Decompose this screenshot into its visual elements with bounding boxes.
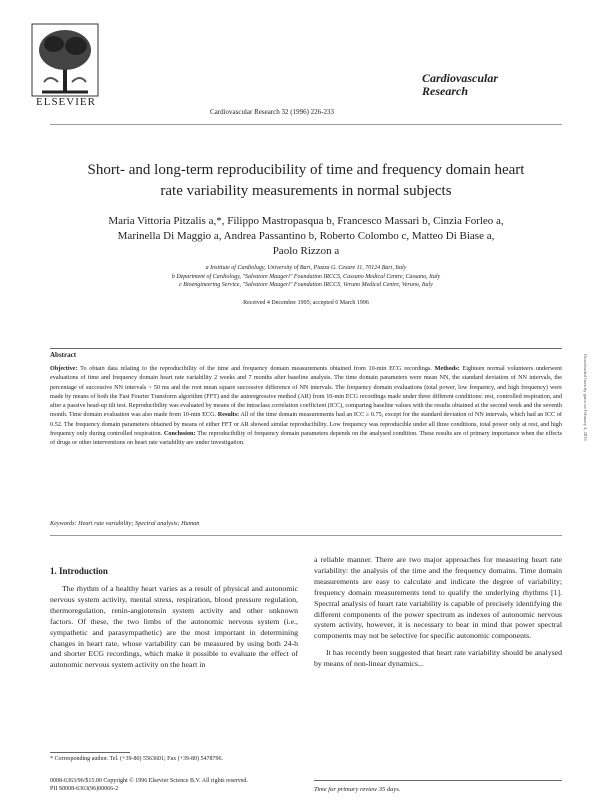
objective-label: Objective: <box>50 365 78 372</box>
abstract-body <box>50 364 562 448</box>
journal-citation: Cardiovascular Research 32 (1996) 226-233 <box>210 108 335 116</box>
affiliation-c: c Bioengineering Service, "Salvatore Maugeri" Foundation IRCCS, Veruno Medical Centre, Veruno, Italy <box>179 282 433 288</box>
intro-right-para1: a reliable manner. There are two major approaches for measuring heart rate variability: the analysis of the time and the frequency domains. Time domain measurements are easy to calculate and indicate the degree of variability; frequency domain measurements tend to qualify the underlying rhythms [1]. Spectral analysis of heart rate variability is capable of precisely identifying the different components of the power spectrum as indexes of autonomic nervous system activity, however, it is necessary to bear in mind that power spectral components may not be selective for specific autonomic components. <box>314 555 562 641</box>
review-rule <box>314 780 562 781</box>
conclusion-label: Conclusion: <box>163 430 196 438</box>
authors-line1: Maria Vittoria Pitzalis a,*, Filippo Mastropasqua b, Francesco Massari b, Cinzia Forleo a, <box>108 215 504 227</box>
results-text: All of the time domain measurements had an ICC ≥ 0.75, except for the standard deviation of NN intervals, which had an ICC of 0.52. The frequency domain parameters obtained by means of either FFT or AR showed similar reproducibility. Low frequency was reproducible under all three conditions, total power only at rest, and high frequency only during controlled respiration. <box>50 411 562 438</box>
copyright-line2: PII S0008-6363(96)00066-2 <box>50 786 119 792</box>
received-dates: Received 4 December 1995; accepted 6 March 1996 <box>243 300 369 306</box>
authors-line3: Paolo Rizzon a <box>272 245 340 257</box>
journal-name <box>422 72 532 98</box>
intro-right-para2: It has recently been suggested that heart rate variability should be analysed by means of non-linear dynamics... <box>314 648 562 669</box>
title-line2: rate variability measurements in normal subjects <box>160 183 452 199</box>
header-divider <box>50 124 562 125</box>
conclusion-text: The reproducibility of frequency domain parameters depends on the analysed condition. These results are of primary importance when the effects of drugs or other interventions on heart rate variability are under investigation. <box>50 430 563 447</box>
author-list <box>60 214 552 259</box>
journal-name-line1: Cardiovascular <box>422 71 499 85</box>
abstract-top-rule <box>50 348 562 349</box>
publisher-name: ELSEVIER <box>36 96 96 108</box>
affiliation-a: a Institute of Cardiology, University of Bari, Piazza G. Cesare 11, 70124 Bari, Italy <box>205 265 407 271</box>
affiliations <box>70 264 542 290</box>
intro-left-column: The rhythm of a healthy heart varies as a result of physical and autonomic nervous system activity, mental stress, respiration, blood pressure regulation, thermoregulation, renin-angiotensin system activity and other unknown factors. Of these, the two limbs of the autonomic nervous system (i.e., sympathetic and parasympathetic) are the most important in determining changes in heart rate, whose variability can be measured by using both 24-h and shorter ECG recordings, which make it possible to evaluate the effect of autonomic nervous system activity on the heart in <box>50 584 298 670</box>
side-note-text: Downloaded from by guest on February 4, 2016 <box>583 354 588 441</box>
paper-title <box>50 160 562 202</box>
footnote-rule <box>50 752 130 753</box>
intro-right-column <box>314 555 562 670</box>
methods-text: Eighteen normal volunteers underwent evaluations of time and frequency domain heart rate variability 2 weeks and 7 months after baseline analysis. The time domain parameters were mean NN, the standard deviation of NN intervals, the percentage of successive NN intervals > 50 ms and the root mean square successive difference of NN intervals. The frequency domain evaluations (total power, low frequency, and high frequency) were made by means of both the Fast Fourier Transform algorithm (FFT) and the autoregressive method (AR) from 10-min ECG recordings made under three different conditions: rest, controlled respiration, and after a passive head-up tilt test. Reproducibility was evaluated by means of the intraclass correlation coefficient (ICC), comparing baseline values with the results obtained at the second week and the seventh month. Time domain evaluation was also made from 10-min ECG. <box>50 365 562 419</box>
keywords: Keywords: Heart rate variability; Spectral analysis; Human <box>50 520 200 527</box>
journal-name-line2: Research <box>422 84 468 98</box>
copyright-block <box>50 777 298 793</box>
elsevier-tree-logo <box>30 22 100 100</box>
corresponding-author-footnote: * Corresponding author. Tel. (+39-80) 5563601; Fax (+39-80) 5478796. <box>50 756 224 762</box>
results-label: Results: <box>217 411 240 419</box>
authors-line2: Marinella Di Maggio a, Andrea Passantino b, Roberto Colombo c, Matteo Di Biase a, <box>117 230 495 242</box>
affiliation-b: b Department of Cardiology, "Salvatore Maugeri" Foundation IRCCS, Cassano Medical Centre, Cassano, Italy <box>171 273 441 280</box>
objective-text: To obtain data relating to the reproducibility of the time and frequency domain measurements obtained from 10-min ECG recordings. <box>80 365 432 372</box>
section-heading-introduction: 1. Introduction <box>50 566 108 576</box>
review-time: Time for primary review 35 days. <box>314 786 401 793</box>
methods-label: Methods: <box>434 365 460 372</box>
abstract-heading: Abstract <box>50 351 77 359</box>
abstract-bottom-rule <box>50 535 562 536</box>
title-line1: Short- and long-term reproducibility of time and frequency domain heart <box>87 162 525 178</box>
download-side-note <box>580 354 590 504</box>
copyright-line1: 0008-6363/96/$15.00 Copyright © 1996 Elsevier Science B.V. All rights reserved. <box>50 778 248 784</box>
